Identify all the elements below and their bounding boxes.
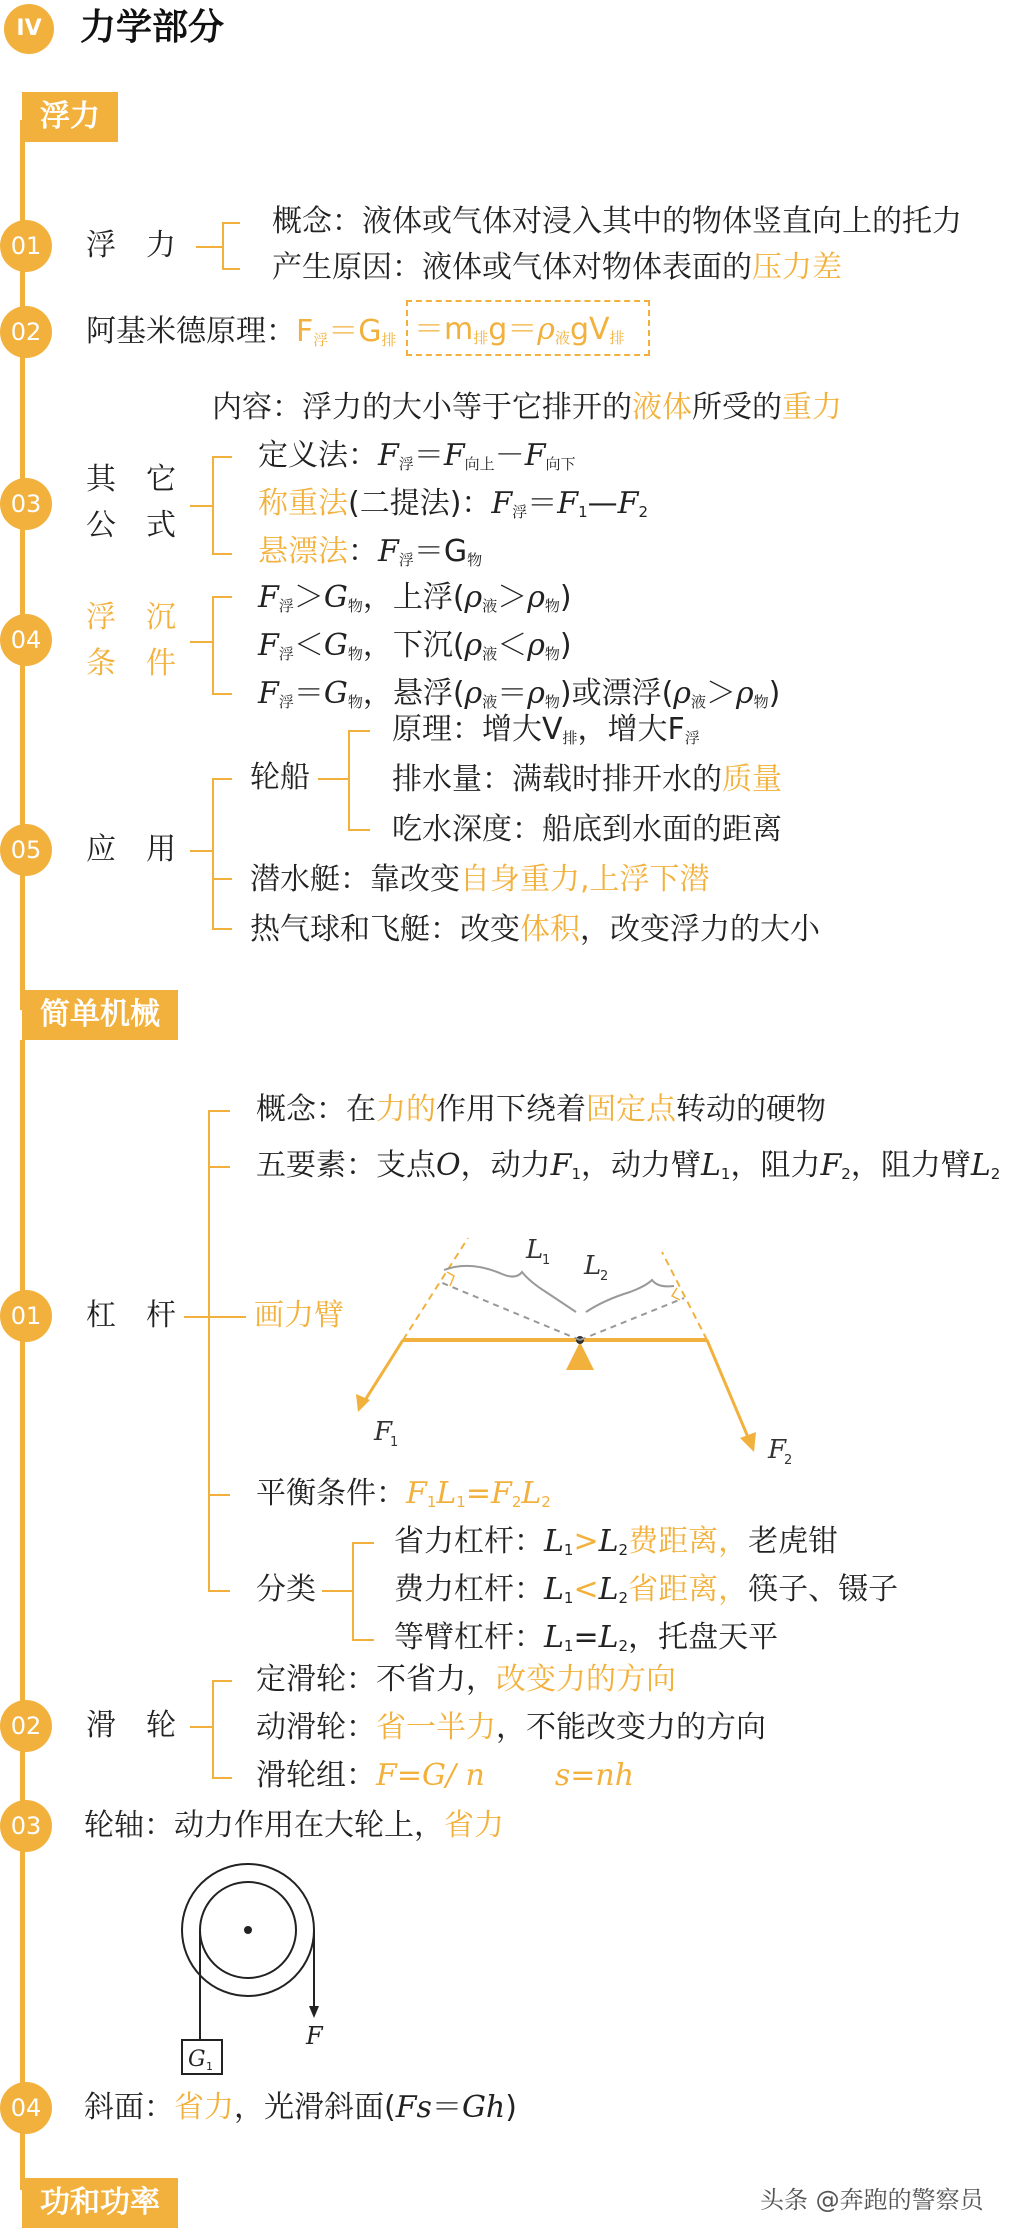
lever-five-elements: 五要素：支点O，动力$F_1$，动力臂$L_1$，阻力$F_2$，阻力臂$L_2$: [256, 1148, 1001, 1183]
lever-balance: 平衡条件：$F_1L_1=F_2L_2$: [256, 1476, 551, 1511]
bracket: [352, 1542, 354, 1640]
machine-number-03: 03: [0, 1800, 52, 1852]
moving-pulley: 动滑轮：省一半力，不能改变力的方向: [256, 1710, 766, 1745]
bracket-tick: [208, 1110, 230, 1112]
watermark: 头条 @奔跑的警察员: [760, 2186, 984, 2214]
equal-arm-lever: 等臂杠杆：$L_1=L_2$，托盘天平: [394, 1620, 779, 1655]
bracket-tick: [208, 1590, 230, 1592]
ship-displacement: 排水量：满载时排开水的质量: [392, 762, 782, 797]
svg-text:L: L: [584, 1251, 602, 1281]
buoyancy-concept: 概念：液体或气体对浸入其中的物体竖直向上的托力: [272, 204, 962, 239]
submarine: 潜水艇：靠改变自身重力,上浮下潜: [250, 862, 710, 897]
bracket-tick: [352, 1542, 374, 1544]
bracket-tick: [322, 1590, 352, 1592]
bracket: [212, 456, 214, 554]
bracket-tick: [212, 693, 232, 695]
machine-number-04: 04: [0, 2082, 52, 2134]
lever-label: 杠 杆: [86, 1298, 176, 1333]
bracket: [222, 222, 224, 270]
balloon-airship: 热气球和飞艇：改变体积，改变浮力的大小: [250, 912, 820, 947]
machine-number-02: 02: [0, 1700, 52, 1752]
svg-text:1: 1: [542, 1253, 551, 1268]
bracket-tick: [208, 1494, 230, 1496]
svg-text:2: 2: [784, 1453, 793, 1468]
section-buoyancy: 浮力: [22, 92, 118, 142]
ship-principle: 原理：增大$V_排$，增大$F_浮$: [392, 712, 700, 747]
buoyancy-cause: 产生原因：液体或气体对物体表面的压力差: [272, 250, 842, 285]
svg-text:F: F: [374, 1417, 393, 1447]
bracket-tick: [190, 850, 212, 852]
page-title: 力学部分: [80, 7, 225, 48]
force-costing-lever: 费力杠杆：$L_1<L_2$省距离，筷子、镊子: [394, 1572, 899, 1607]
timeline-line-2: [20, 1040, 25, 2190]
archimedes-label: 阿基米德原理：$F_浮=G_排$: [86, 314, 397, 349]
section-simple-machines: 简单机械: [22, 990, 178, 1040]
wheel-axle-diagram: [180, 1860, 360, 2080]
bracket-tick: [208, 1166, 230, 1168]
sink-float-label-2: 条 件: [86, 646, 176, 681]
bracket-tick: [222, 222, 240, 224]
item-number-03: 03: [0, 478, 52, 530]
svg-text:1: 1: [206, 2060, 213, 2073]
bracket: [208, 1110, 210, 1592]
application-label: 应 用: [86, 832, 176, 867]
incline: 斜面：省力，光滑斜面(Fs＝Gh): [84, 2090, 517, 2125]
lever-concept: 概念：在力的作用下绕着固定点转动的硬物: [256, 1092, 826, 1127]
item-number-04: 04: [0, 614, 52, 666]
section-work-power: 功和功率: [22, 2178, 178, 2228]
lever-classify: 分类: [256, 1572, 316, 1607]
wheel-axle: 轮轴：动力作用在大轮上，省力: [84, 1808, 504, 1843]
svg-text:F: F: [768, 1435, 787, 1465]
sink-float-label-1: 浮 沉: [86, 600, 176, 635]
bracket-tick: [212, 553, 232, 555]
ship-draft: 吃水深度：船底到水面的距离: [392, 812, 782, 847]
svg-text:L: L: [526, 1235, 544, 1265]
svg-text:F: F: [306, 2022, 323, 2050]
lever-arm-diagram: [340, 1200, 840, 1480]
bracket-tick: [212, 596, 232, 598]
bracket: [212, 1680, 214, 1778]
weighing-method: 称重法(二提法)：$F_浮=F_1—F_2$: [258, 486, 649, 521]
bracket: [212, 778, 214, 930]
bracket-tick: [222, 268, 240, 270]
bracket-tick: [212, 778, 232, 780]
bracket: [348, 730, 350, 830]
bracket-tick: [352, 1639, 374, 1641]
fixed-pulley: 定滑轮：不省力，改变力的方向: [256, 1662, 676, 1697]
float-method: 悬漂法：$F_浮=G_物$: [258, 534, 483, 569]
draw-lever-arm: 画力臂: [254, 1298, 344, 1333]
item-number-01: 01: [0, 220, 52, 272]
force-saving-lever: 省力杠杆：$L_1>L_2$费距离，老虎钳: [394, 1524, 839, 1559]
item-number-02: 02: [0, 306, 52, 358]
bracket-tick: [212, 1680, 232, 1682]
archimedes-formula: $=m_排g=\rho_液gV_排$: [414, 312, 625, 347]
bracket-tick: [212, 1777, 232, 1779]
other-formula-label-1: 其 它: [86, 462, 176, 497]
bracket-tick: [212, 878, 232, 880]
bracket-tick: [212, 456, 232, 458]
header-badge: IV: [4, 4, 54, 54]
svg-text:1: 1: [390, 1435, 399, 1450]
pulley-label: 滑 轮: [86, 1708, 176, 1743]
machine-number-01: 01: [0, 1290, 52, 1342]
other-formula-label-2: 公 式: [86, 508, 176, 543]
buoyancy-label: 浮 力: [86, 228, 176, 263]
bracket-tick: [190, 1726, 212, 1728]
buoyancy-content: 内容：浮力的大小等于它排开的液体所受的重力: [212, 390, 842, 425]
svg-text:2: 2: [600, 1269, 609, 1284]
svg-text:G: G: [188, 2047, 206, 2072]
condition-suspend: $F_浮=G_物$，悬浮$(\rho_液=\rho_物)$或漂浮$(\rho_液>\rho_物)$: [258, 676, 781, 711]
condition-rise: $F_浮>G_物$，上浮$(\rho_液>\rho_物)$: [258, 580, 572, 615]
pulley-block: 滑轮组：F=G/ n s=nh: [256, 1758, 635, 1793]
bracket: [212, 596, 214, 694]
bracket-tick: [348, 829, 370, 831]
condition-sink: $F_浮<G_物$，下沉$(\rho_液<\rho_物)$: [258, 628, 572, 663]
bracket-tick: [348, 730, 370, 732]
item-number-05: 05: [0, 824, 52, 876]
bracket-tick: [318, 778, 348, 780]
bracket-tick: [190, 641, 212, 643]
ship-label: 轮船: [250, 760, 310, 795]
bracket-tick: [190, 505, 212, 507]
bracket-tick: [212, 928, 232, 930]
bracket-tick: [208, 1316, 246, 1318]
bracket-tick: [196, 246, 222, 248]
definition-method: 定义法：$F_浮=F_{向上}-F_{向下}$: [258, 438, 576, 473]
